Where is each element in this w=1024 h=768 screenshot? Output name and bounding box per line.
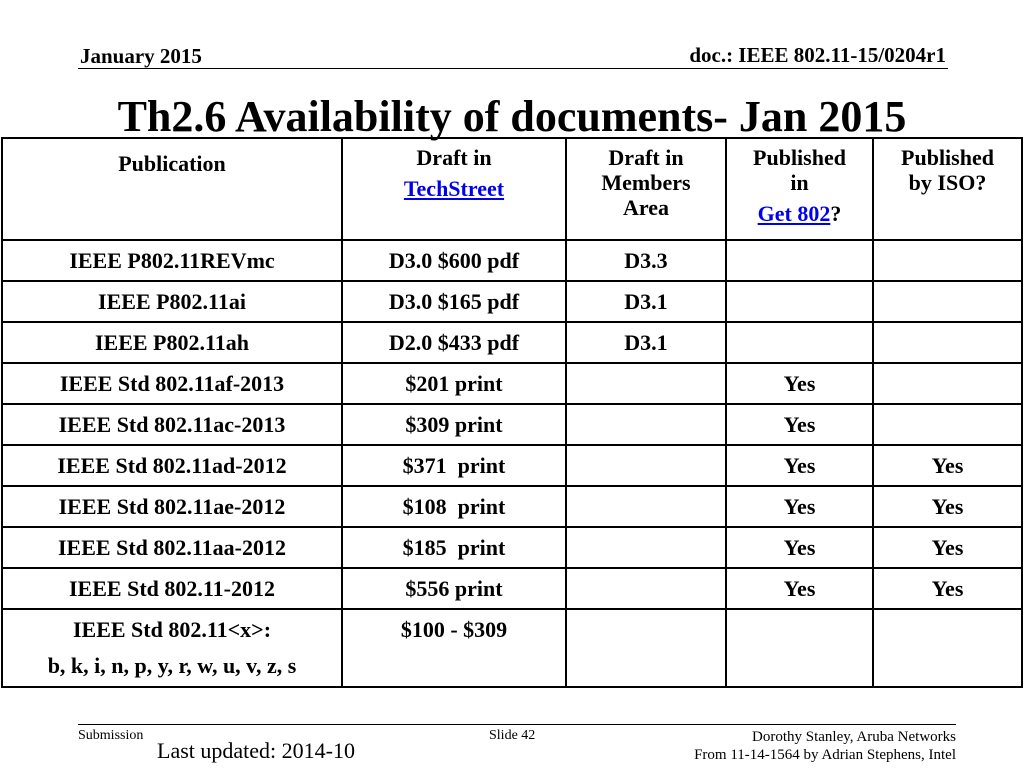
footer-author-block	[694, 728, 956, 764]
cell-iso	[873, 322, 1022, 363]
cell-techstreet: $185 print	[342, 527, 566, 568]
table-row	[2, 527, 1022, 568]
cell-techstreet: $108 print	[342, 486, 566, 527]
table-row	[2, 322, 1022, 363]
header-doc-id: doc.: IEEE 802.11-15/0204r1	[689, 43, 946, 67]
cell-members	[566, 404, 726, 445]
cell-publication: IEEE Std 802.11af-2013	[2, 363, 342, 404]
cell-publication: IEEE Std 802.11ae-2012	[2, 486, 342, 527]
cell-get802: Yes	[726, 568, 873, 609]
techstreet-link[interactable]: TechStreet	[403, 176, 505, 201]
cell-techstreet: $100 - $309	[342, 609, 566, 687]
cell-get802: Yes	[726, 486, 873, 527]
header-iso	[873, 138, 1022, 240]
table-row	[2, 281, 1022, 322]
header-iso-label: Published by ISO?	[901, 145, 994, 195]
cell-members	[566, 486, 726, 527]
cell-get802	[726, 322, 873, 363]
slide-title: Th2.6 Availability of documents- Jan 2015	[117, 92, 907, 141]
cell-techstreet: $556 print	[342, 568, 566, 609]
cell-get802: Yes	[726, 445, 873, 486]
cell-publication-line2: b, k, i, n, p, y, r, w, u, v, z, s	[47, 653, 297, 678]
footer-submission: Submission	[78, 728, 144, 743]
cell-publication: IEEE P802.11REVmc	[2, 240, 342, 281]
cell-get802	[726, 240, 873, 281]
table-row	[2, 445, 1022, 486]
cell-members	[566, 363, 726, 404]
cell-publication: IEEE Std 802.11ac-2013	[2, 404, 342, 445]
cell-iso	[873, 404, 1022, 445]
cell-techstreet: $201 print	[342, 363, 566, 404]
cell-iso: Yes	[873, 527, 1022, 568]
cell-members: D3.3	[566, 240, 726, 281]
cell-iso: Yes	[873, 486, 1022, 527]
footer-last-updated: Last updated: 2014-10	[157, 738, 355, 763]
get802-suffix: ?	[830, 201, 842, 226]
cell-members: D3.1	[566, 281, 726, 322]
cell-publication: IEEE Std 802.11aa-2012	[2, 527, 342, 568]
header-publication	[2, 138, 342, 240]
cell-publication	[2, 609, 342, 687]
cell-iso	[873, 609, 1022, 687]
cell-techstreet: D3.0 $600 pdf	[342, 240, 566, 281]
header-members-area	[566, 138, 726, 240]
cell-members: D3.1	[566, 322, 726, 363]
cell-techstreet: $371 print	[342, 445, 566, 486]
cell-iso	[873, 281, 1022, 322]
cell-publication: IEEE Std 802.11ad-2012	[2, 445, 342, 486]
table-row	[2, 404, 1022, 445]
header-divider	[78, 68, 948, 69]
table-row	[2, 568, 1022, 609]
table-row	[2, 240, 1022, 281]
cell-publication: IEEE Std 802.11-2012	[2, 568, 342, 609]
cell-members	[566, 445, 726, 486]
cell-techstreet: D2.0 $433 pdf	[342, 322, 566, 363]
cell-techstreet: D3.0 $165 pdf	[342, 281, 566, 322]
cell-publication-line1: IEEE Std 802.11<x>:	[72, 617, 272, 642]
table-header-row	[2, 138, 1022, 240]
cell-get802: Yes	[726, 527, 873, 568]
cell-get802: Yes	[726, 404, 873, 445]
cell-publication: IEEE P802.11ai	[2, 281, 342, 322]
header-techstreet	[342, 138, 566, 240]
footer-source: From 11-14-1564 by Adrian Stephens, Intel	[694, 747, 956, 763]
footer-author: Dorothy Stanley, Aruba Networks	[752, 729, 956, 745]
cell-iso: Yes	[873, 445, 1022, 486]
cell-iso: Yes	[873, 568, 1022, 609]
header-publication-label: Publication	[118, 151, 226, 176]
header-draft-in-label: Draft in	[416, 145, 492, 170]
cell-get802: Yes	[726, 363, 873, 404]
cell-members	[566, 527, 726, 568]
cell-iso	[873, 240, 1022, 281]
cell-members	[566, 609, 726, 687]
footer-divider	[78, 724, 956, 725]
header-get802	[726, 138, 873, 240]
footer-slide-number: Slide 42	[489, 728, 536, 743]
table-row	[2, 609, 1022, 687]
documents-table	[1, 137, 1023, 688]
table-row	[2, 363, 1022, 404]
header-date: January 2015	[80, 44, 202, 68]
cell-get802	[726, 609, 873, 687]
table-row	[2, 486, 1022, 527]
cell-members	[566, 568, 726, 609]
header-members-label: Draft in Members Area	[601, 145, 691, 220]
cell-techstreet: $309 print	[342, 404, 566, 445]
cell-publication: IEEE P802.11ah	[2, 322, 342, 363]
cell-get802	[726, 281, 873, 322]
cell-iso	[873, 363, 1022, 404]
header-published-in-label: Published in	[753, 145, 846, 195]
get802-link[interactable]: Get 802	[757, 201, 831, 226]
